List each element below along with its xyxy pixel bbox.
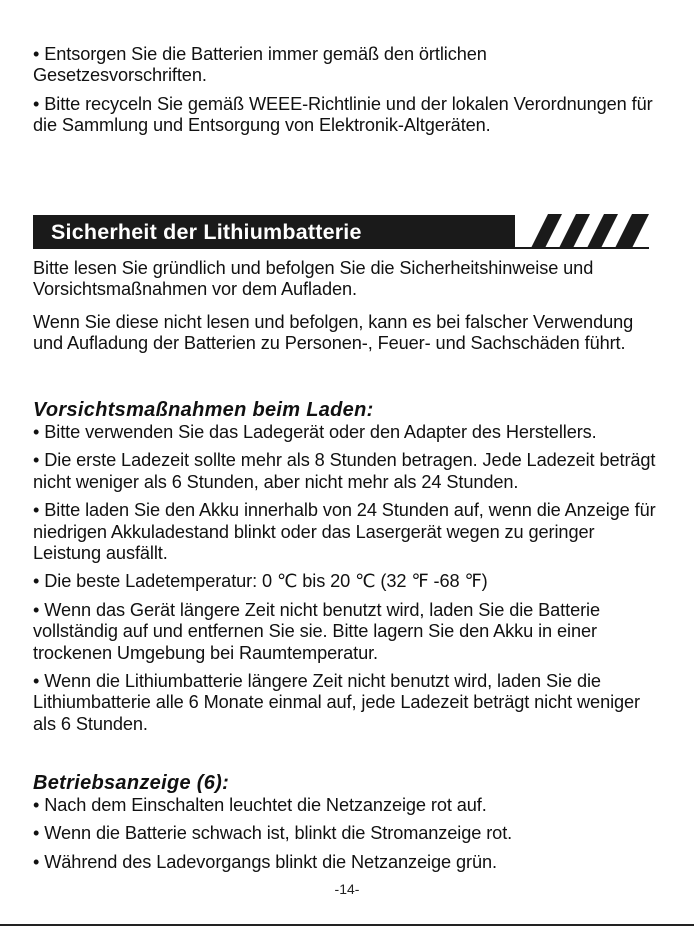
disposal-item-local-laws: • Entsorgen Sie die Batterien immer gemäß den örtlichen Gesetzesvorschriften. <box>33 44 487 86</box>
section-title: Sicherheit der Lithiumbatterie <box>51 220 362 244</box>
section-banner <box>33 214 649 253</box>
indicator-item-2: • Wenn die Batterie schwach ist, blinkt die Stromanzeige rot. <box>33 823 513 844</box>
charging-item-1: • Bitte verwenden Sie das Ladegerät oder den Adapter des Herstellers. <box>33 422 597 442</box>
intro-paragraph-warning: Wenn Sie diese nicht lesen und befolgen, kann es bei falscher Verwendung und Aufladung der Batterien zu Personen-, Feuer- und Sachschäden führt. <box>33 311 634 354</box>
charging-item-3: • Bitte laden Sie den Akku innerhalb von 24 Stunden auf, wenn die Anzeige für niedrigen Akkuladestand blinkt oder das Lasergerät wegen zu geringer Leistung ausfällt. <box>33 500 656 564</box>
indicator-section <box>33 771 663 873</box>
indicator-item-1: • Nach dem Einschalten leuchtet die Netzanzeige rot auf. <box>33 795 487 815</box>
page-number: -14- <box>334 881 360 897</box>
charging-item-2: • Die erste Ladezeit sollte mehr als 8 Stunden betragen. Jede Ladezeit beträgt nicht weniger als 6 Stunden, aber nicht mehr als 24 Stunden. <box>33 450 656 492</box>
disposal-item-weee: • Bitte recyceln Sie gemäß WEEE-Richtlinie und der lokalen Verordnungen für die Sammlung und Entsorgung von Elektronik-Altgeräten. <box>33 93 653 136</box>
charging-item-4: • Die beste Ladetemperatur: 0 ℃ bis 20 ℃ (32 ℉ -68 ℉) <box>33 571 488 592</box>
indicator-item-3: • Während des Ladevorgangs blinkt die Netzanzeige grün. <box>33 851 497 872</box>
charging-item-5: • Wenn das Gerät längere Zeit nicht benutzt wird, laden Sie die Batterie vollständig auf und entfernen Sie sie. Bitte lagern Sie den Akku in einer trockenen Umgebung bei Raumtemperatur. <box>33 599 601 663</box>
charging-item-6: • Wenn die Lithiumbatterie längere Zeit nicht benutzt wird, laden Sie die Lithiumbatterie alle 6 Monate einmal auf, jede Ladezeit beträgt nicht weniger als 6 Stunden. <box>33 671 641 734</box>
charging-section <box>33 398 663 735</box>
charging-heading: Vorsichtsmaßnahmen beim Laden: <box>33 399 374 421</box>
disposal-section <box>33 44 663 137</box>
page-bottom-rule <box>0 924 694 926</box>
intro-paragraph-read-instructions: Bitte lesen Sie gründlich und befolgen Sie die Sicherheitshinweise und Vorsichtsmaßnahmen vor dem Aufladen. <box>33 258 594 300</box>
banner-stripes-decoration <box>531 214 651 248</box>
indicator-heading: Betriebsanzeige (6): <box>33 772 230 794</box>
intro-section <box>33 258 663 355</box>
